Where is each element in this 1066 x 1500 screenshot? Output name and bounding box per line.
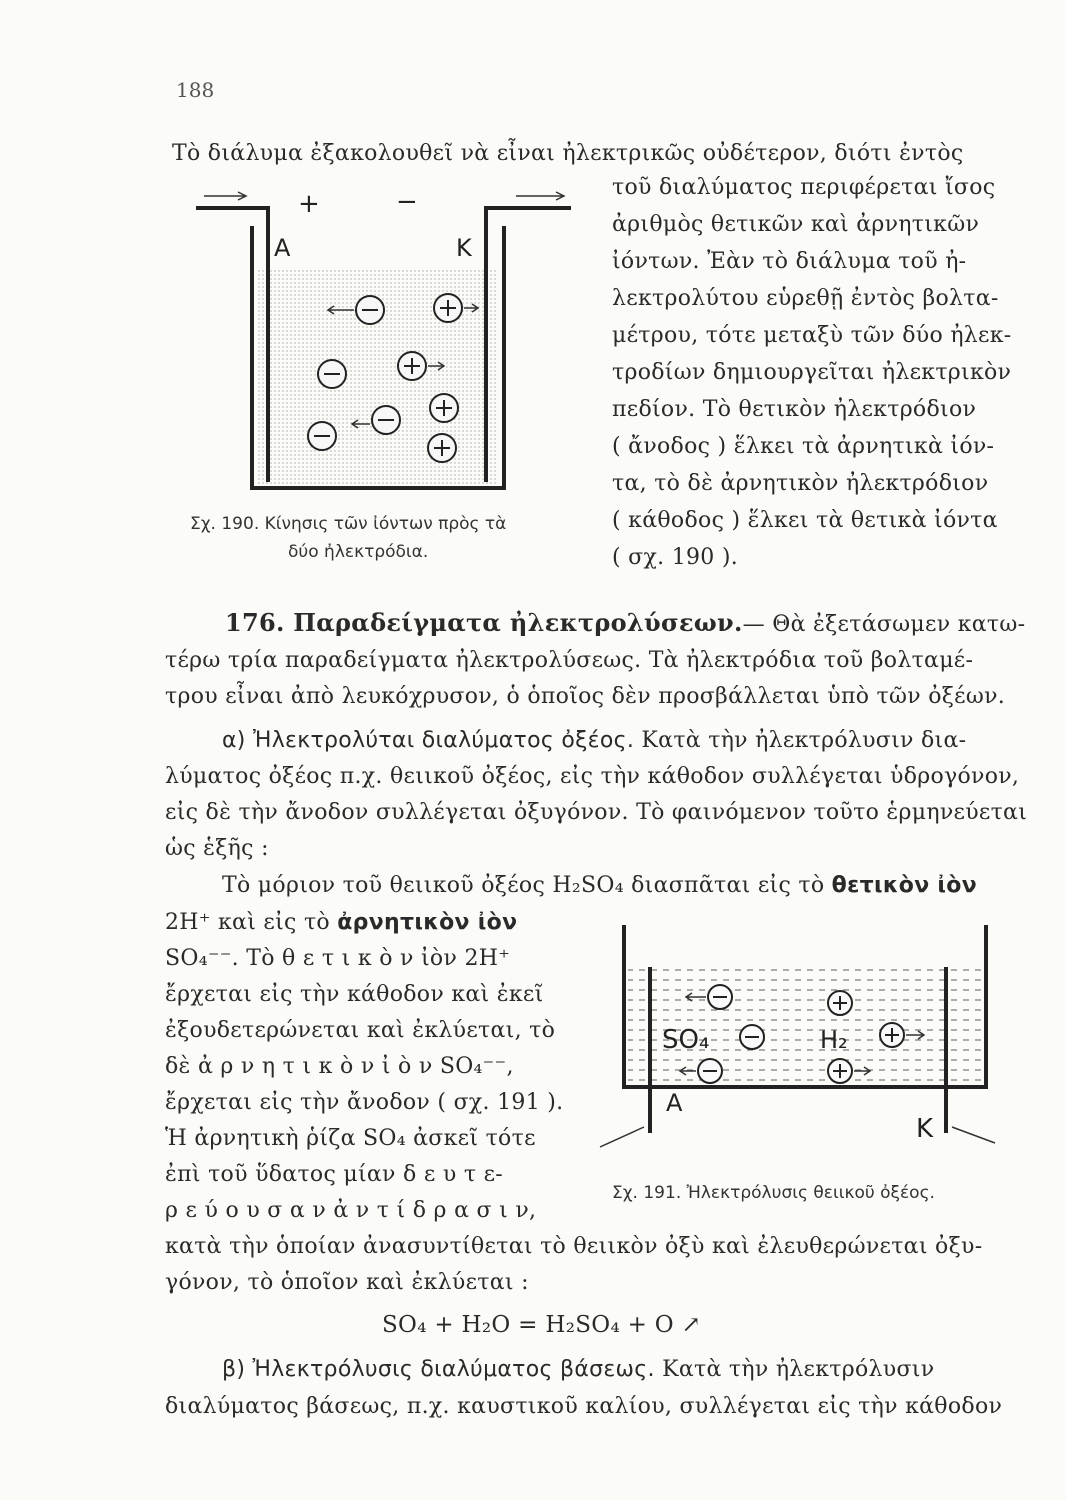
- section-176-heading-line: [225, 608, 1025, 637]
- fig191-text-line: SO₄⁻⁻. Τὸ θ ε τ ι κ ὸ ν ἰὸν 2H⁺: [165, 946, 511, 971]
- cathode-label: K: [916, 1114, 934, 1144]
- plus-terminal: +: [298, 189, 320, 219]
- fig191-text-line: ἐξουδετερώνεται καὶ ἐκλύεται, τὸ: [165, 1018, 556, 1043]
- positive-ion-bold: θετικὸν ἰὸν: [831, 873, 978, 898]
- fig190-text-line: πεδίον. Τὸ θετικὸν ἠλεκτρόδιον: [612, 397, 977, 422]
- fig191-caption: Σχ. 191. Ἠλεκτρόλυσις θειικοῦ ὀξέος.: [612, 1183, 935, 1203]
- fig191-text-start: 2H⁺ καὶ εἰς τὸ: [165, 910, 330, 935]
- current-arrow-right: [516, 192, 564, 200]
- fig191-text-line: ἔρχεται εἰς τὴν κάθοδον καὶ ἐκεῖ: [165, 982, 544, 1007]
- intro-line: Τὸ διάλυμα ἐξακολουθεῖ νὰ εἶναι ἠλεκτρικῶς οὐδέτερον, διότι ἐντὸς: [172, 141, 964, 166]
- figure-190: [186, 186, 586, 506]
- anode-electrode: [196, 208, 268, 482]
- fig191-text-line: [165, 910, 517, 935]
- fig190-text-line: ( σχ. 190 ).: [612, 545, 739, 570]
- part-b-title: β) Ἠλεκτρόλυσις διαλύματος βάσεως.: [222, 1357, 655, 1382]
- body-line: κατὰ τὴν ὁποίαν ἀνασυντίθεται τὸ θειικὸν ὀξὺ καὶ ἐλευθερώνεται ὀξυ-: [165, 1234, 983, 1259]
- body-line: εἰς δὲ τὴν ἄνοδον συλλέγεται ὀξυγόνον. Τὸ φαινόμενον τοῦτο ἑρμηνεύεται: [165, 800, 1028, 825]
- part-b-title-line: [222, 1357, 934, 1382]
- figure-191: [590, 915, 1030, 1175]
- fig190-text-line: ( κάθοδος ) ἕλκει τὰ θετικὰ ἰόντα: [612, 508, 998, 533]
- page-number: 188: [176, 78, 215, 102]
- body-line: γόνον, τὸ ὁποῖον καὶ ἐκλύεται :: [165, 1270, 529, 1295]
- body-line: ὡς ἑξῆς :: [165, 836, 269, 861]
- fig190-text-line: τροδίων δημιουργεῖται ἠλεκτρικὸν: [612, 360, 1012, 385]
- fig190-text-line: τοῦ διαλύματος περιφέρεται ἴσος: [612, 175, 996, 200]
- body-line: τρου εἶναι ἀπὸ λευκόχρυσον, ὁ ὁποῖος δὲν προσβάλλεται ὑπὸ τῶν ὀξέων.: [165, 684, 1006, 709]
- fig190-text-line: ( ἄνοδος ) ἕλκει τὰ ἀρνητικὰ ἰόν-: [612, 434, 995, 459]
- part-b-title-rest: Κατὰ τὴν ἠλεκτρόλυσιν: [662, 1357, 935, 1382]
- fig190-caption-line2: δύο ἠλεκτρόδια.: [288, 542, 429, 562]
- h2-label: H₂: [820, 1026, 848, 1054]
- body-line: τέρω τρία παραδείγματα ἠλεκτρολύσεως. Τὰ ἠλεκτρόδια τοῦ βολταμέ-: [165, 648, 974, 673]
- anode-label: A: [666, 1089, 683, 1117]
- fig190-text-line: τα, τὸ δὲ ἀρνητικὸν ἠλεκτρόδιον: [612, 471, 989, 496]
- molecule-line: [222, 873, 977, 898]
- fig190-text-line: ἰόντων. Ἐὰν τὸ διάλυμα τοῦ ἠ-: [612, 249, 967, 274]
- cathode-electrode: [486, 208, 571, 482]
- fig190-text-line: ἀριθμὸς θετικῶν καὶ ἀρνητικῶν: [612, 212, 980, 237]
- section-heading-rest: — Θὰ ἐξετάσωμεν κατω-: [742, 612, 1026, 637]
- fig191-text-line: Ἡ ἀρνητικὴ ῥίζα SO₄ ἀσκεῖ τότε: [165, 1126, 536, 1151]
- part-a-title-line: [222, 728, 966, 753]
- body-line: λύματος ὀξέος π.χ. θειικοῦ ὀξέος, εἰς τὴν κάθοδον συλλέγεται ὑδρογόνον,: [165, 764, 1020, 789]
- body-line: διαλύματος βάσεως, π.χ. καυστικοῦ καλίου, συλλέγεται εἰς τὴν κάθοδον: [165, 1394, 1003, 1419]
- fig191-text-line: ἔρχεται εἰς τὴν ἄνοδον ( σχ. 191 ).: [165, 1090, 564, 1115]
- equation: SO₄ + H₂O = H₂SO₄ + O ↗: [382, 1312, 702, 1338]
- minus-terminal: −: [396, 187, 418, 217]
- fig191-text-line: ἐπὶ τοῦ ὕδατος μίαν δ ε υ τ ε-: [165, 1162, 504, 1187]
- fig190-caption: Σχ. 190. Κίνησις τῶν ἰόντων πρὸς τὰ: [190, 514, 507, 534]
- fig191-text-line: δὲ ἀ ρ ν η τ ι κ ὸ ν ἰ ὸ ν SO₄⁻⁻,: [165, 1054, 514, 1079]
- negative-ion-bold: ἀρνητικὸν ἰὸν: [337, 910, 518, 935]
- current-arrow-left: [204, 192, 246, 200]
- fig190-text-line: λεκτρολύτου εὑρεθῇ ἐντὸς βολτα-: [612, 286, 999, 311]
- so4-label: SO₄: [662, 1025, 710, 1055]
- fig191-text-line: ρ ε ύ ο υ σ α ν ἀ ν τ ί δ ρ α σ ι ν,: [165, 1198, 537, 1223]
- cathode-label: K: [456, 234, 472, 262]
- section-heading: 176. Παραδείγματα ἠλεκτρολύσεων.: [225, 608, 743, 637]
- part-a-title-rest: Κατὰ τὴν ἠλεκτρόλυσιν δια-: [641, 728, 967, 753]
- molecule-text: Τὸ μόριον τοῦ θειικοῦ ὀξέος H₂SO₄ διασπᾶται εἰς τὸ: [222, 873, 825, 898]
- anode-label: A: [274, 234, 291, 262]
- part-a-title: α) Ἠλεκτρολύται διαλύματος ὀξέος.: [222, 728, 635, 753]
- fig190-text-line: μέτρου, τότε μεταξὺ τῶν δύο ἠλεκ-: [612, 323, 1012, 348]
